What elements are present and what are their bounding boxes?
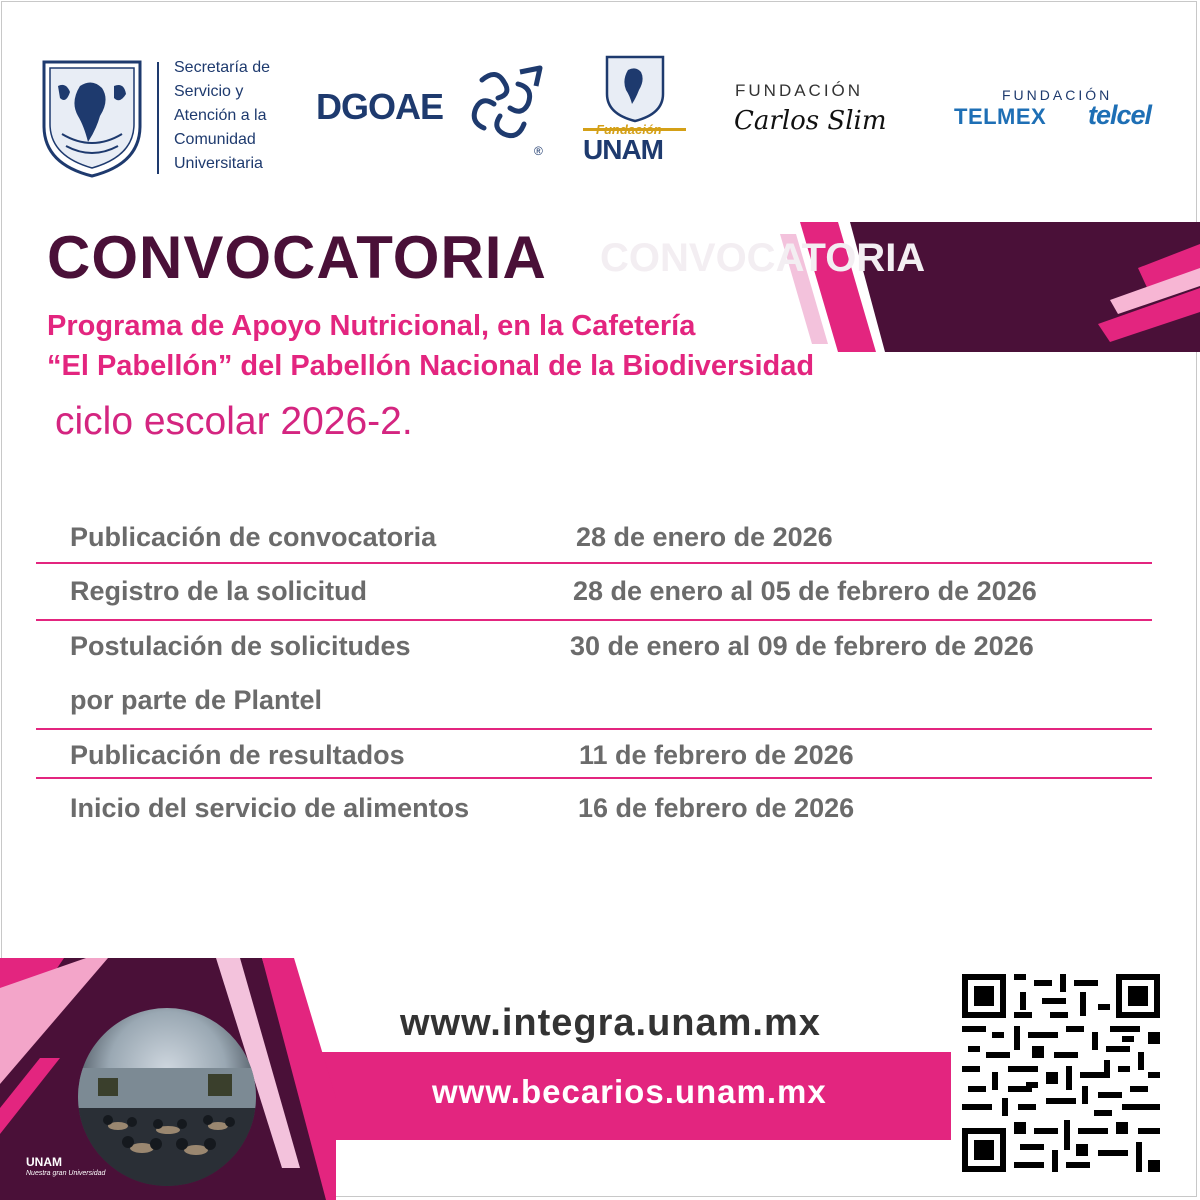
schedule-date: 28 de enero de 2026: [576, 522, 833, 552]
title-ghost-text: CONVOCATORIA: [600, 236, 926, 280]
schedule-date: 30 de enero al 09 de febrero de 2026: [570, 631, 1034, 661]
program-subtitle: [47, 306, 1047, 386]
qr-code-icon[interactable]: [962, 974, 1160, 1172]
school-cycle: ciclo escolar 2026-2.: [55, 400, 413, 443]
schedule-divider: [36, 728, 1152, 730]
schedule-date: 11 de febrero de 2026: [579, 740, 854, 770]
integra-url-link[interactable]: www.integra.unam.mx: [400, 1002, 821, 1044]
telcel-logo-text: telcel: [1088, 100, 1152, 130]
fundacion-telmex-telcel-label: FUNDACIÓN: [1002, 87, 1113, 103]
schedule-label: Registro de la solicitud: [70, 576, 368, 606]
subtitle-line-2: “El Pabellón” del Pabellón Nacional de la Biodiversidad: [47, 350, 815, 382]
fundacion-unam-shield-logo: [604, 54, 666, 124]
schedule-label-cont: por parte de Plantel: [70, 685, 323, 715]
fundacion-carlos-slim-label: FUNDACIÓN: [735, 81, 864, 100]
schedule-date: 16 de febrero de 2026: [578, 793, 855, 823]
telmex-logo-text: TELMEX: [954, 104, 1047, 129]
schedule-label: Postulación de solicitudes: [70, 631, 411, 661]
cafeteria-photo: [78, 1008, 256, 1186]
fundacion-carlos-slim-name: Carlos Slim: [734, 106, 887, 136]
schedule-divider: [36, 619, 1152, 621]
schedule-date: 28 de enero al 05 de febrero de 2026: [573, 576, 1037, 606]
unam-footer-tagline: Nuestra gran Universidad: [26, 1170, 106, 1177]
schedule-label: Publicación de convocatoria: [70, 522, 437, 552]
becarios-url-link[interactable]: www.becarios.unam.mx: [432, 1073, 827, 1110]
unam-shield-logo: [40, 56, 144, 180]
fundacion-unam-rule: [583, 128, 686, 131]
registered-mark: ®: [534, 144, 543, 158]
dgoae-knot-icon: [462, 64, 546, 148]
header-divider: [157, 62, 159, 174]
schedule-divider: [36, 562, 1152, 564]
secretaria-text: Secretaría de Servicio y Atención a la Comunidad Universitaria: [174, 59, 271, 172]
unam-footer-mark: UNAM: [26, 1155, 62, 1169]
page-title: CONVOCATORIA: [47, 224, 547, 291]
subtitle-line-1: Programa de Apoyo Nutricional, en la Cafetería: [47, 310, 696, 342]
fundacion-unam-name: UNAM: [583, 134, 663, 165]
schedule-label: Publicación de resultados: [70, 740, 405, 770]
dgoae-logo-text: DGOAE: [316, 86, 444, 127]
schedule-label: Inicio del servicio de alimentos: [70, 793, 470, 823]
schedule-divider: [36, 777, 1152, 779]
